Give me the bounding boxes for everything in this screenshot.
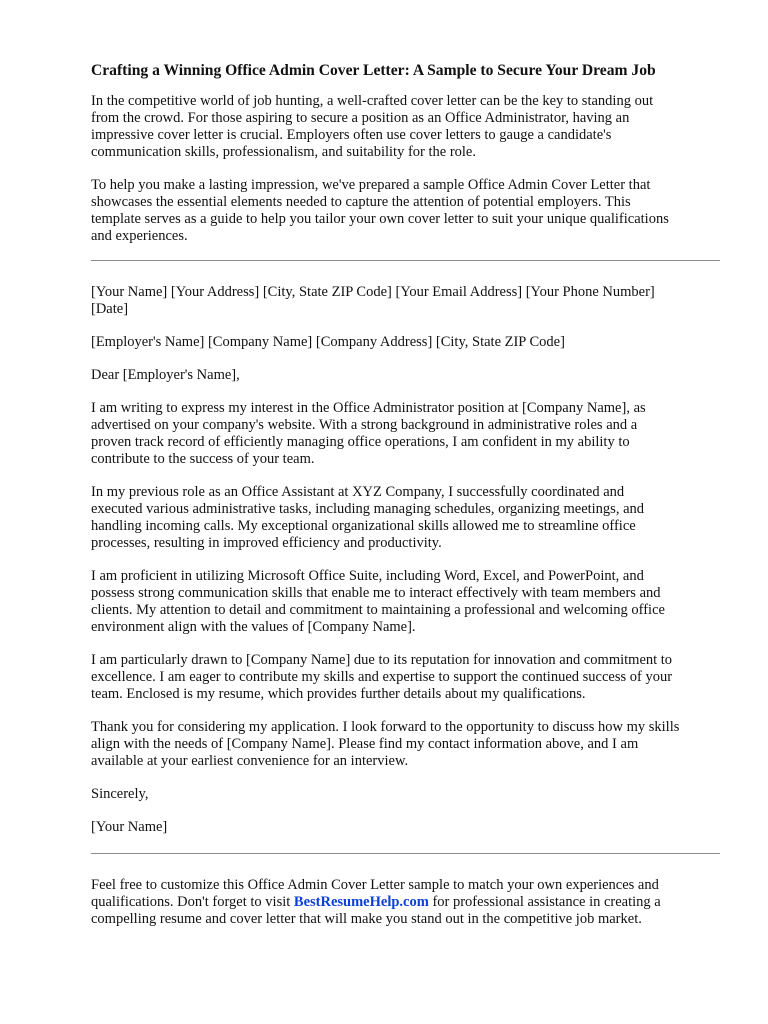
text-segment: for professional assistance in creating a [428, 894, 661, 910]
text-line: available at your earliest convenience for an interview. [91, 753, 409, 769]
best-resume-help-link[interactable]: BestResumeHelp.com [293, 894, 429, 910]
letter-paragraph-4 [91, 652, 723, 703]
text-line: and experiences. [91, 228, 188, 244]
text-line: I am writing to express my interest in the Office Administrator position at [Company Name], as [91, 400, 646, 416]
text-line: processes, resulting in improved efficiency and productivity. [91, 535, 442, 551]
text-line: impressive cover letter is crucial. Employers often use cover letters to gauge a candidate's [91, 127, 612, 143]
letter-paragraph-5 [91, 719, 723, 770]
text-segment: qualifications. Don't forget to visit [91, 894, 294, 910]
intro-paragraph-2 [91, 177, 723, 245]
signature: [Your Name] [91, 819, 168, 835]
text-line: showcases the essential elements needed to capture the attention of potential employers. This [91, 194, 631, 210]
text-line: template serves as a guide to help you tailor your own cover letter to suit your unique qualifications [91, 211, 669, 227]
text-line: In my previous role as an Office Assistant at XYZ Company, I successfully coordinated and [91, 484, 625, 500]
text-line: environment align with the values of [Company Name]. [91, 619, 416, 635]
text-line: possess strong communication skills that enable me to interact effectively with team members and [91, 585, 661, 601]
text-line: clients. My attention to detail and commitment to maintaining a professional and welcoming office [91, 602, 665, 618]
text-line: align with the needs of [Company Name]. Please find my contact information above, and I am [91, 736, 639, 752]
text-line: communication skills, professionalism, and suitability for the role. [91, 144, 476, 160]
text-line: proven track record of efficiently managing office operations, I am confident in my ability to [91, 434, 630, 450]
sender-line: [Your Name] [Your Address] [City, State ZIP Code] [Your Email Address] [Your Phone Number] [91, 284, 655, 300]
text-line: In the competitive world of job hunting, a well-crafted cover letter can be the key to standing out [91, 93, 654, 109]
text-line: Feel free to customize this Office Admin Cover Letter sample to match your own experiences and [91, 877, 659, 893]
date-line: [Date] [91, 301, 129, 317]
footer-paragraph [91, 877, 723, 928]
text-line: executed various administrative tasks, including managing schedules, organizing meetings, and [91, 501, 645, 517]
sender-block [91, 284, 723, 318]
letter-paragraph-3 [91, 568, 723, 636]
recipient-block: [Employer's Name] [Company Name] [Company Address] [City, State ZIP Code] [91, 334, 565, 350]
text-line: excellence. I am eager to contribute my skills and expertise to support the continued success of your [91, 669, 673, 685]
intro-paragraph-1 [91, 93, 723, 161]
text-line: compelling resume and cover letter that will make you stand out in the competitive job market. [91, 911, 642, 927]
page-title: Crafting a Winning Office Admin Cover Letter: A Sample to Secure Your Dream Job [91, 62, 656, 79]
text-line: I am proficient in utilizing Microsoft Office Suite, including Word, Excel, and PowerPoint, and [91, 568, 644, 584]
text-line: contribute to the success of your team. [91, 451, 315, 467]
divider-bottom [91, 853, 720, 854]
text-line: advertised on your company's website. With a strong background in administrative roles and a [91, 417, 638, 433]
text-line: Thank you for considering my application. I look forward to the opportunity to discuss how my skills [91, 719, 680, 735]
divider-top [91, 260, 720, 261]
text-line: team. Enclosed is my resume, which provides further details about my qualifications. [91, 686, 586, 702]
letter-paragraph-2 [91, 484, 723, 552]
text-line: handling incoming calls. My exceptional organizational skills allowed me to streamline office [91, 518, 636, 534]
closing: Sincerely, [91, 786, 149, 802]
text-line: To help you make a lasting impression, we've prepared a sample Office Admin Cover Letter that [91, 177, 651, 193]
text-line: from the crowd. For those aspiring to secure a position as an Office Administrator, having an [91, 110, 630, 126]
text-line [91, 894, 661, 910]
text-line: I am particularly drawn to [Company Name] due to its reputation for innovation and commitment to [91, 652, 673, 668]
document-page [91, 62, 723, 928]
letter-paragraph-1 [91, 400, 723, 468]
salutation: Dear [Employer's Name], [91, 367, 240, 383]
